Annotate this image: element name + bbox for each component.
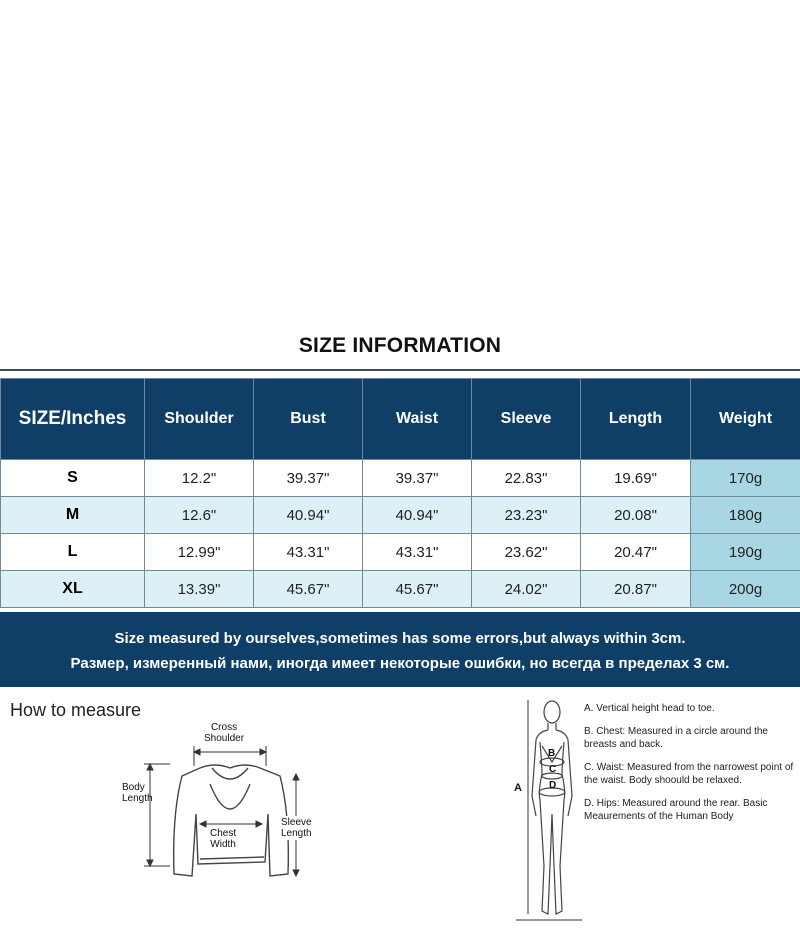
size-table — [0, 378, 800, 608]
size-label: L — [1, 534, 145, 571]
label-line: Cross — [204, 722, 244, 733]
label-line: Length — [122, 793, 153, 804]
table-header-row — [1, 379, 800, 460]
shoulder-value: 12.99" — [145, 534, 254, 571]
waist-value: 45.67" — [363, 571, 472, 608]
legend-item-a: A. Vertical height head to toe. — [584, 702, 800, 715]
measurement-notice — [0, 612, 800, 687]
chest-width-label — [210, 828, 236, 850]
header-sleeve: Sleeve — [472, 379, 581, 460]
bust-value: 39.37" — [254, 460, 363, 497]
label-d: D — [549, 780, 556, 791]
legend-item-c: C. Waist: Measured from the narrowest point of the waist. Body shoould be relaxed. — [584, 761, 800, 787]
header-waist: Waist — [363, 379, 472, 460]
length-value: 20.47" — [581, 534, 691, 571]
length-value: 20.08" — [581, 497, 691, 534]
table-row — [1, 534, 800, 571]
table-row — [1, 497, 800, 534]
label-a: A — [514, 782, 522, 794]
notice-english: Size measured by ourselves,sometimes has some errors,but always within 3cm. — [0, 626, 800, 651]
sleeve-value: 22.83" — [472, 460, 581, 497]
measurement-legend — [584, 702, 800, 833]
length-value: 20.87" — [581, 571, 691, 608]
header-length: Length — [581, 379, 691, 460]
waist-value: 39.37" — [363, 460, 472, 497]
how-to-measure-section — [0, 688, 800, 945]
label-line: Sleeve — [281, 817, 312, 828]
title-divider — [0, 369, 800, 371]
cross-shoulder-label — [204, 722, 244, 744]
header-size: SIZE/Inches — [1, 379, 145, 460]
label-line: Length — [281, 828, 312, 839]
shoulder-value: 13.39" — [145, 571, 254, 608]
bust-value: 40.94" — [254, 497, 363, 534]
shoulder-value: 12.2" — [145, 460, 254, 497]
body-length-label — [122, 782, 153, 804]
table-row — [1, 460, 800, 497]
waist-value: 40.94" — [363, 497, 472, 534]
body-diagram — [512, 696, 584, 941]
how-to-measure-title: How to measure — [10, 700, 141, 721]
label-line: Body — [122, 782, 153, 793]
header-weight: Weight — [691, 379, 800, 460]
label-line: Shoulder — [204, 733, 244, 744]
size-label: M — [1, 497, 145, 534]
bust-value: 43.31" — [254, 534, 363, 571]
header-bust: Bust — [254, 379, 363, 460]
sleeve-value: 24.02" — [472, 571, 581, 608]
weight-value: 200g — [691, 571, 800, 608]
weight-value: 170g — [691, 460, 800, 497]
table-row — [1, 571, 800, 608]
label-c: C — [549, 764, 556, 775]
label-line: Width — [210, 839, 236, 850]
label-b: B — [548, 748, 555, 759]
bust-value: 45.67" — [254, 571, 363, 608]
weight-value: 190g — [691, 534, 800, 571]
legend-item-d: D. Hips: Measured around the rear. Basic Meaurements of the Human Body — [584, 797, 800, 823]
label-line: Chest — [210, 828, 236, 839]
shoulder-value: 12.6" — [145, 497, 254, 534]
sleeve-value: 23.23" — [472, 497, 581, 534]
sleeve-length-label — [280, 816, 313, 840]
notice-russian: Размер, измеренный нами, иногда имеет некоторые ошибки, но всегда в пределах 3 см. — [0, 651, 800, 676]
legend-item-b: B. Chest: Measured in a circle around the breasts and back. — [584, 725, 800, 751]
page-title: SIZE INFORMATION — [0, 334, 800, 358]
sleeve-value: 23.62" — [472, 534, 581, 571]
size-label: XL — [1, 571, 145, 608]
header-shoulder: Shoulder — [145, 379, 254, 460]
human-body-icon — [512, 696, 584, 941]
length-value: 19.69" — [581, 460, 691, 497]
waist-value: 43.31" — [363, 534, 472, 571]
size-label: S — [1, 460, 145, 497]
garment-diagram — [130, 724, 330, 924]
weight-value: 180g — [691, 497, 800, 534]
